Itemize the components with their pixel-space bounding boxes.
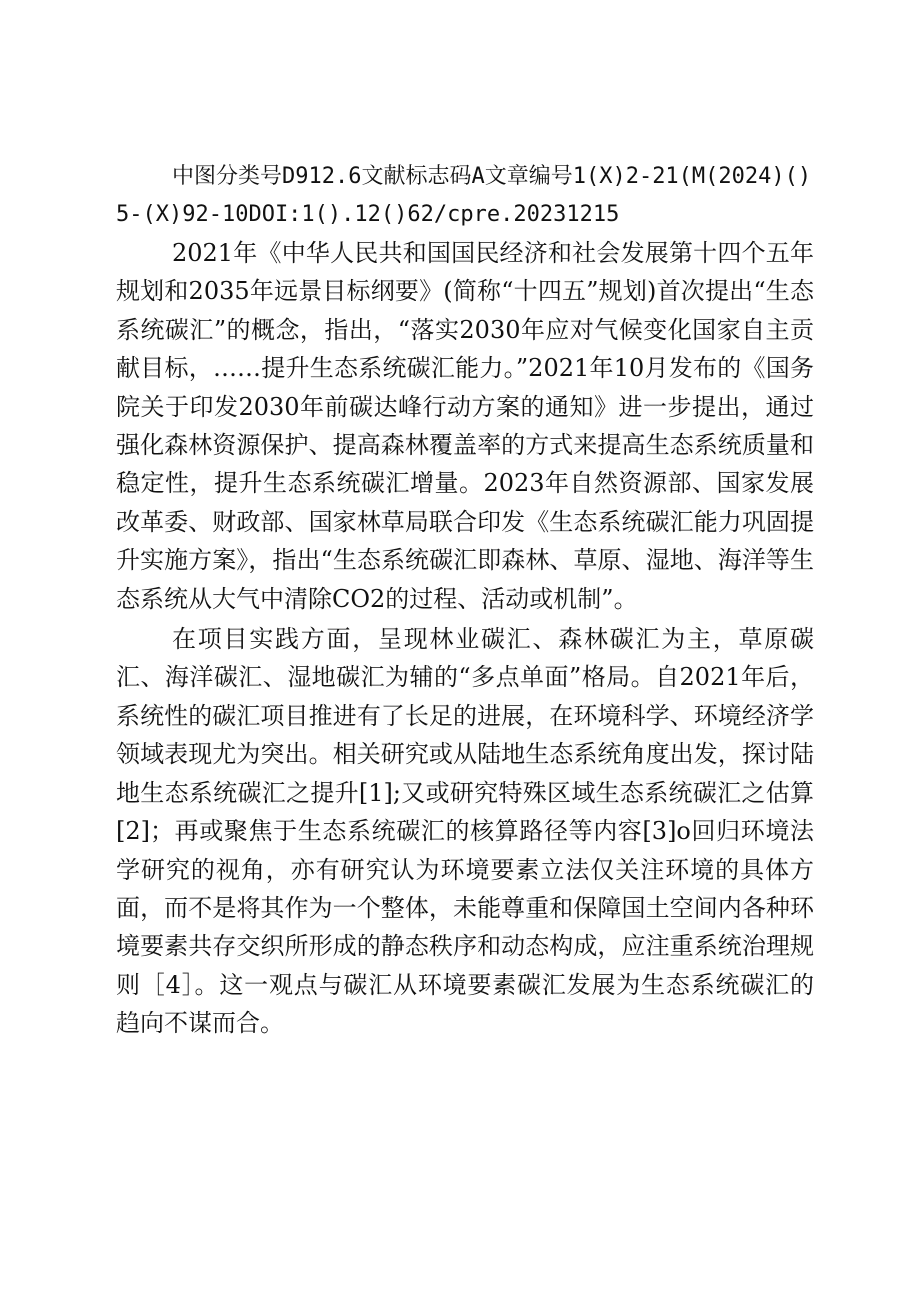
classification-meta-line: 中图分类号D912.6文献标志码A文章编号1(X)2-21(M(2024)()5-(X)92-10DOI:1().12()62/cpre.20231215 bbox=[116, 164, 812, 227]
paragraph-policy-background: 2021年《中华人民共和国国民经济和社会发展第十四个五年规划和2035年远景目标纲要》(简称“十四五”规划)首次提出“生态系统碳汇”的概念，指出，“落实2030年应对气候变化国家自主贡献目标，……提升生态系统碳汇能力。”2021年10月发布的《国务院关于印发2030年前碳达峰行动方案的通知》进一步提出，通过强化森林资源保护、提高森林覆盖率的方式来提高生态系统质量和稳定性，提升生态系统碳汇增量。2023年自然资源部、国家发展改革委、财政部、国家林草局联合印发《生态系统碳汇能力巩固提升实施方案》，指出“生态系统碳汇即森林、草原、湿地、海洋等生态系统从大气中清除CO2的过程、活动或机制”。 bbox=[116, 239, 814, 613]
paragraph-research-review: 在项目实践方面，呈现林业碳汇、森林碳汇为主，草原碳汇、海洋碳汇、湿地碳汇为辅的“多点单面”格局。自2021年后，系统性的碳汇项目推进有了长足的进展，在环境科学、环境经济学领域表现尤为突出。相关研究或从陆地生态系统角度出发，探讨陆地生态系统碳汇之提升[1];又或研究特殊区域生态系统碳汇之估算[2]；再或聚焦于生态系统碳汇的核算路径等内容[3]o回归环境法学研究的视角，亦有研究认为环境要素立法仅关注环境的具体方面，而不是将其作为一个整体，未能尊重和保障国土空间内各种环境要素共存交织所形成的静态秩序和动态构成，应注重系统治理规则［4］。这一观点与碳汇从环境要素碳汇发展为生态系统碳汇的趋向不谋而合。 bbox=[116, 625, 814, 1038]
document-body bbox=[116, 158, 814, 1043]
